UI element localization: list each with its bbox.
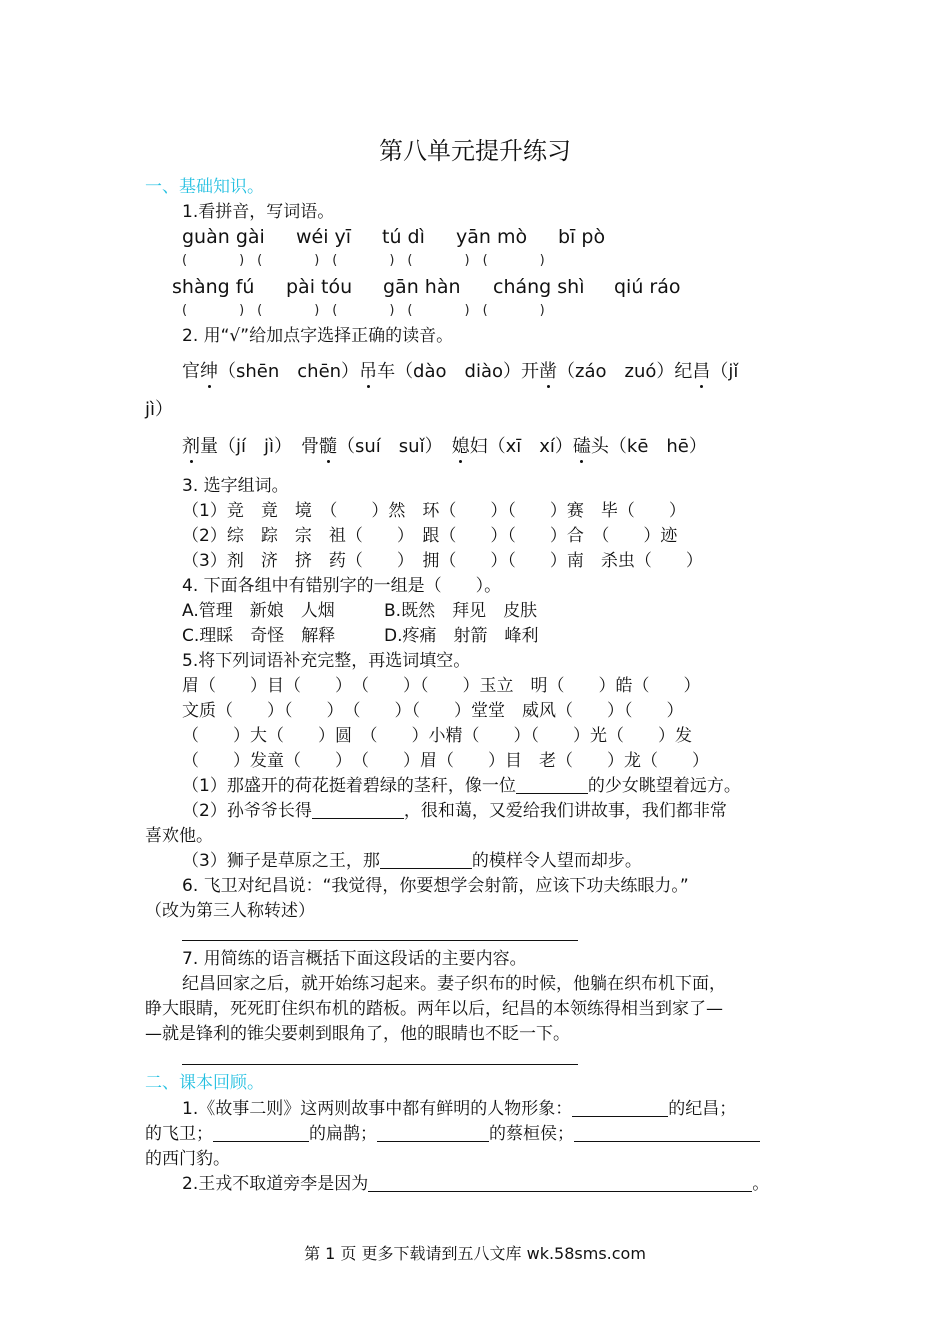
answer-blank[interactable] <box>574 1123 760 1142</box>
answer-blank[interactable] <box>380 850 472 869</box>
sentence-text: 1.《故事二则》这两则故事中都有鲜明的人物形象： <box>182 1099 573 1119</box>
idiom-row: 文质（ ）（ ） （ ）（ ）堂堂 威风（ ）（ ） <box>182 701 684 721</box>
idiom-row: 眉（ ）目（ ） （ ）（ ）玉立 明（ ）皓（ ） <box>182 676 701 696</box>
dotted-char: 昌 <box>692 361 711 382</box>
reading-options: （shēn chēn） <box>218 361 360 382</box>
fill-sentence-2 <box>182 800 727 822</box>
question-3: 3. 选字组词。 <box>182 476 289 496</box>
answer-blank[interactable] <box>213 1123 309 1142</box>
fill-sentence-3 <box>182 850 642 872</box>
word-part: 开 <box>521 361 540 382</box>
sentence-text: 。 <box>752 1174 770 1194</box>
passage-line: 睁大眼睛，死死盯住织布机的踏板。两年以后，纪昌的本领练得相当到家了— <box>145 999 723 1019</box>
option-a: A.管理 新娘 人烟 <box>182 601 335 621</box>
fill-sentence-2-continued: 喜欢他。 <box>145 826 213 846</box>
word-part: 骨 <box>301 436 320 457</box>
answer-blank[interactable] <box>377 1123 489 1142</box>
review-question-1-continued <box>145 1123 760 1145</box>
fill-sentence-1 <box>182 775 741 797</box>
question-7: 7. 用简练的语言概括下面这段话的主要内容。 <box>182 949 527 969</box>
question-2: 2. 用“√”给加点字选择正确的读音。 <box>182 326 454 346</box>
sentence-text: （1）那盛开的荷花挺着碧绿的茎秆，像一位 <box>182 776 516 796</box>
dotted-char: 剂 <box>182 436 200 457</box>
sentence-text: 的纪昌； <box>668 1099 737 1119</box>
page-footer: 第 1 页 更多下载请到五八文库 wk.58sms.com <box>304 1244 646 1263</box>
sentence-text: 的扁鹊； <box>309 1124 377 1144</box>
sentence-text: 的飞卫； <box>145 1124 213 1144</box>
pinyin-item: guàn gài <box>182 226 265 248</box>
section-heading-basics: 一、基础知识。 <box>145 177 264 197</box>
reading-options: （xī xí） <box>487 436 573 457</box>
review-question-1 <box>182 1098 736 1120</box>
page-title: 第八单元提升练习 <box>379 137 571 165</box>
pinyin-item: tú dì <box>382 226 425 248</box>
reading-options: （záo zuó） <box>557 361 675 382</box>
pinyin-item: gān hàn <box>383 276 461 298</box>
passage-line: —就是锋利的锥尖要刺到眼角了，他的眼睛也不眨一下。 <box>145 1024 570 1044</box>
idiom-row: （ ）大（ ）圆 （ ）小精（ ）（ ）光（ ）发 <box>182 726 692 746</box>
word-group-row: （2）综 踪 宗 祖（ ） 跟（ ）（ ）合 （ ）迹 <box>182 526 678 546</box>
question-6: 6. 飞卫对纪昌说：“我觉得，你要想学会射箭，应该下功夫练眼力。” <box>182 876 689 896</box>
word-part: 量 <box>200 436 218 457</box>
answer-blank[interactable] <box>312 800 404 819</box>
reading-choice-row <box>182 361 738 383</box>
pinyin-item: shàng fú <box>172 276 255 298</box>
dotted-char: 凿 <box>539 361 558 382</box>
section-heading-review: 二、课本回顾。 <box>145 1073 264 1093</box>
pinyin-item: pài tóu <box>286 276 353 298</box>
word-part: 纪 <box>674 361 693 382</box>
question-6-instruction: （改为第三人称转述） <box>145 901 315 921</box>
question-5: 5.将下列词语补充完整，再选词填空。 <box>182 651 471 671</box>
reading-options: （jǐ <box>710 361 739 382</box>
pinyin-item: bī pò <box>558 226 606 248</box>
passage-line: 纪昌回家之后，就开始练习起来。妻子织布的时候，他躺在织布机下面， <box>182 974 726 994</box>
option-b: B.既然 拜见 皮肤 <box>384 601 538 621</box>
answer-line[interactable] <box>182 1064 578 1065</box>
sentence-text: 的蔡桓侯； <box>489 1124 574 1144</box>
word-group-row: （3）剂 济 挤 药（ ） 拥（ ）（ ）南 杀虫（ ） <box>182 551 703 571</box>
reading-options-continued: jì） <box>145 399 174 420</box>
reading-choice-row <box>182 436 707 458</box>
review-question-1-end: 的西门豹。 <box>145 1149 230 1169</box>
dotted-char: 磕 <box>572 436 591 457</box>
answer-blank[interactable] <box>368 1173 752 1192</box>
word-part: 头 <box>590 436 609 457</box>
pinyin-item: qiú ráo <box>614 276 681 298</box>
answer-blank[interactable] <box>572 1098 668 1117</box>
question-1: 1.看拼音，写词语。 <box>182 202 335 222</box>
answer-parentheses: ( ) ( ) ( ) ( ) ( ) <box>182 253 545 268</box>
answer-line[interactable] <box>182 940 578 941</box>
reading-options: （jí jì） <box>218 436 284 457</box>
pinyin-item: cháng shì <box>493 276 585 298</box>
answer-parentheses: ( ) ( ) ( ) ( ) ( ) <box>182 303 545 318</box>
option-c: C.理睬 奇怪 解释 <box>182 626 336 646</box>
question-4: 4. 下面各组中有错别字的一组是（ ）。 <box>182 576 502 596</box>
reading-options: （suí suǐ） <box>337 436 434 457</box>
word-part: 官 <box>182 361 200 382</box>
word-part: 妇 <box>469 436 488 457</box>
sentence-text: 的模样令人望而却步。 <box>471 851 642 871</box>
sentence-text: （3）狮子是草原之王，那 <box>182 851 380 871</box>
word-group-row: （1）竞 竟 境 （ ）然 环（ ）（ ）赛 毕（ ） <box>182 501 686 521</box>
sentence-text: 2.王戎不取道旁李是因为 <box>182 1174 369 1194</box>
sentence-text: ，很和蔼，又爱给我们讲故事，我们都非常 <box>403 801 727 821</box>
word-part: 车 <box>377 361 396 382</box>
dotted-char: 吊 <box>359 361 378 382</box>
review-question-2 <box>182 1173 769 1195</box>
option-d: D.疼痛 射箭 峰利 <box>384 626 539 646</box>
answer-blank[interactable] <box>516 775 588 794</box>
pinyin-item: yān mò <box>456 226 528 248</box>
dotted-char: 髓 <box>319 436 338 457</box>
dotted-char: 媳 <box>451 436 470 457</box>
pinyin-item: wéi yī <box>296 226 352 248</box>
dotted-char: 绅 <box>200 361 218 382</box>
reading-options: （kē hē） <box>608 436 707 457</box>
reading-options: （dào diào） <box>395 361 522 382</box>
idiom-row: （ ）发童（ ） （ ）眉（ ）目 老（ ）龙（ ） <box>182 751 709 771</box>
sentence-text: （2）孙爷爷长得 <box>182 801 312 821</box>
sentence-text: 的少女眺望着远方。 <box>587 776 741 796</box>
